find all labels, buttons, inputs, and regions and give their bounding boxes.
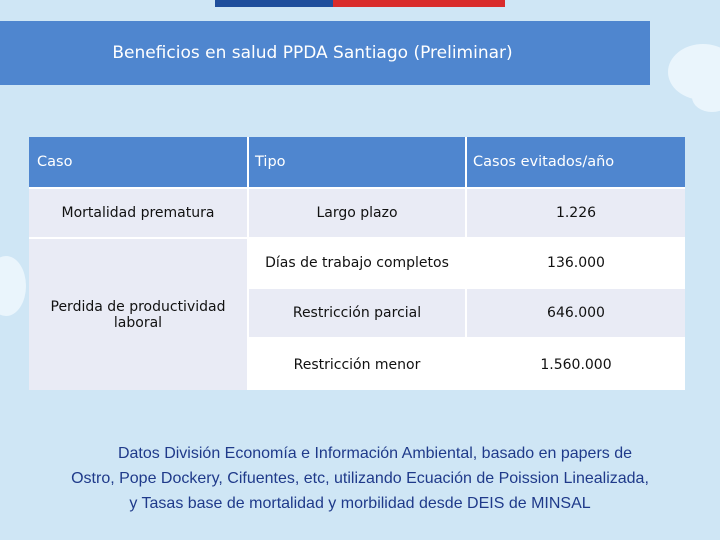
row-4-tipo: Restricción menor: [249, 339, 465, 390]
header-tipo: Tipo: [249, 137, 465, 187]
source-footnote: [10, 441, 710, 516]
group-perdida-productividad: [29, 239, 247, 390]
health-benefits-table: [29, 137, 685, 390]
row-2-casos: 136.000: [467, 239, 685, 287]
row-3-tipo: Restricción parcial: [249, 289, 465, 337]
row-1-casos: 1.226: [467, 189, 685, 237]
row-3-casos: 646.000: [467, 289, 685, 337]
footnote-line-2: Ostro, Pope Dockery, Cifuentes, etc, utilizando Ecuación de Poission Linealizada,: [71, 470, 649, 487]
title-bar: [0, 21, 650, 85]
row-4-casos: 1.560.000: [467, 339, 685, 390]
cloud-decoration-right-2: [692, 82, 720, 112]
slide-title: Beneficios en salud PPDA Santiago (Preliminar): [112, 43, 513, 63]
flag-stripe-blue: [215, 0, 333, 7]
header-casos-evitados: Casos evitados/año: [467, 137, 685, 187]
row-1-tipo: Largo plazo: [249, 189, 465, 237]
row-2-tipo: Días de trabajo completos: [249, 239, 465, 287]
cloud-decoration-left: [0, 256, 26, 316]
footnote-line-3: y Tasas base de mortalidad y morbilidad desde DEIS de MINSAL: [129, 495, 591, 512]
group-perdida-productividad-label: Perdida de productividad laboral: [50, 298, 226, 331]
flag-stripe-red: [333, 0, 505, 7]
group-mortalidad-prematura: Mortalidad prematura: [29, 189, 247, 237]
footnote-line-1: Datos División Economía e Información Ambiental, basado en papers de: [117, 445, 633, 462]
header-caso: Caso: [29, 137, 247, 187]
